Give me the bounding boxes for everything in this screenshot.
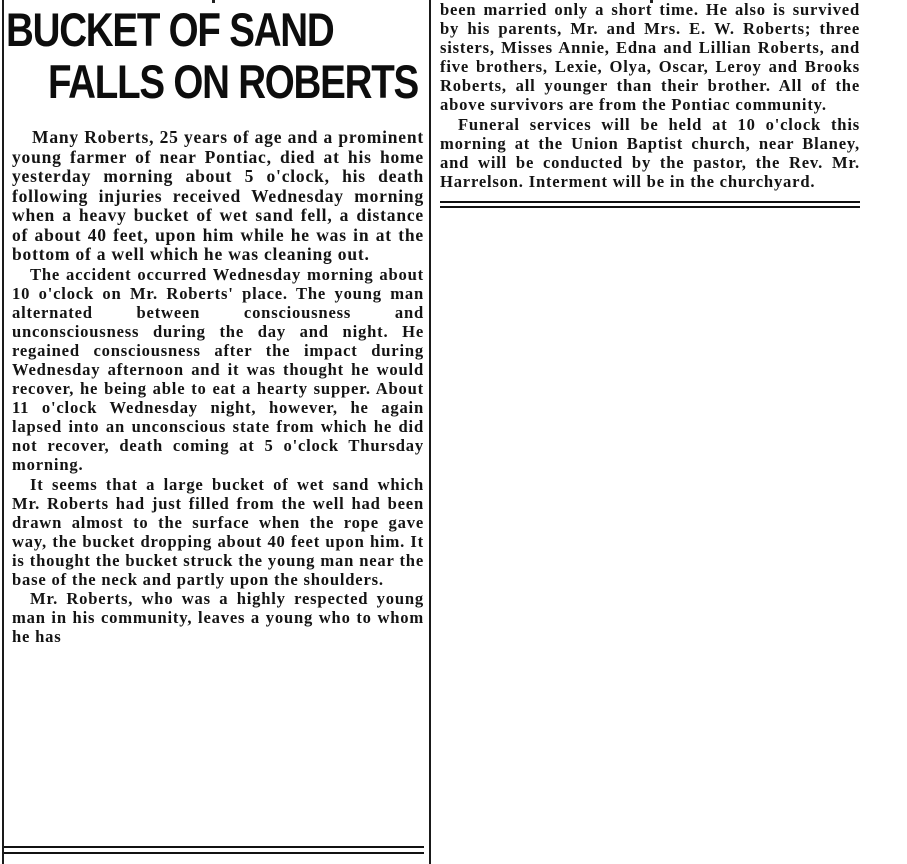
paragraph-continued: been married only a short time. He also is survived by his parents, Mr. and Mrs. E. W. Roberts; three sisters, Misses Annie, Edna and Lillian Roberts, and five brothers, Lexie, Olya, Oscar, Leroy and Brooks Roberts, all younger than their brother. All of the above survivors are from the Pontiac community. xyxy=(440,0,860,115)
headline-line-2: FALLS ON ROBERTS xyxy=(48,55,419,108)
paragraph-lead: Many Roberts, 25 years of age and a prominent young farmer of near Pontiac, died at his home yesterday morning about 5 o'clock, his death following injuries received Wednesday morning when a heavy bucket of wet sand fell, a distance of about 40 feet, upon him while he was in at the bottom of a well which he was cleaning out. xyxy=(12,127,424,264)
article-body-left xyxy=(12,128,424,646)
paragraph: Mr. Roberts, who was a highly respected young man in his community, leaves a young who to whom he has xyxy=(12,589,424,647)
paragraph: The accident occurred Wednesday morning about 10 o'clock on Mr. Roberts' place. The young man alternated between consciousness and unconsciousness during the day and night. He regained consciousness after the impact during Wednesday afternoon and it was thought he would recover, he being able to eat a hearty supper. About 11 o'clock Wednesday night, however, he again lapsed into an unconscious state from which he did not recover, death coming at 5 o'clock Thursday morning. xyxy=(12,264,424,475)
paragraph: Funeral services will be held at 10 o'clock this morning at the Union Baptist church, near Blaney, and will be conducted by the pastor, the Rev. Mr. Harrelson. Interment will be in the churchyard. xyxy=(440,114,860,191)
bottom-double-rule xyxy=(4,846,424,858)
article-left-column xyxy=(6,0,424,864)
column-rule-left xyxy=(2,0,4,864)
headline-line-1: BUCKET OF SAND xyxy=(6,3,334,56)
column-end-double-rule xyxy=(440,201,860,208)
column-rule-middle xyxy=(429,0,431,864)
article-right-column xyxy=(440,0,860,211)
paragraph: It seems that a large bucket of wet sand which Mr. Roberts had just filled from the well had been drawn almost to the surface when the rope gave way, the bucket dropping about 40 feet upon him. It is thought the bucket struck the young man near the base of the neck and partly upon the shoulders. xyxy=(12,474,424,589)
